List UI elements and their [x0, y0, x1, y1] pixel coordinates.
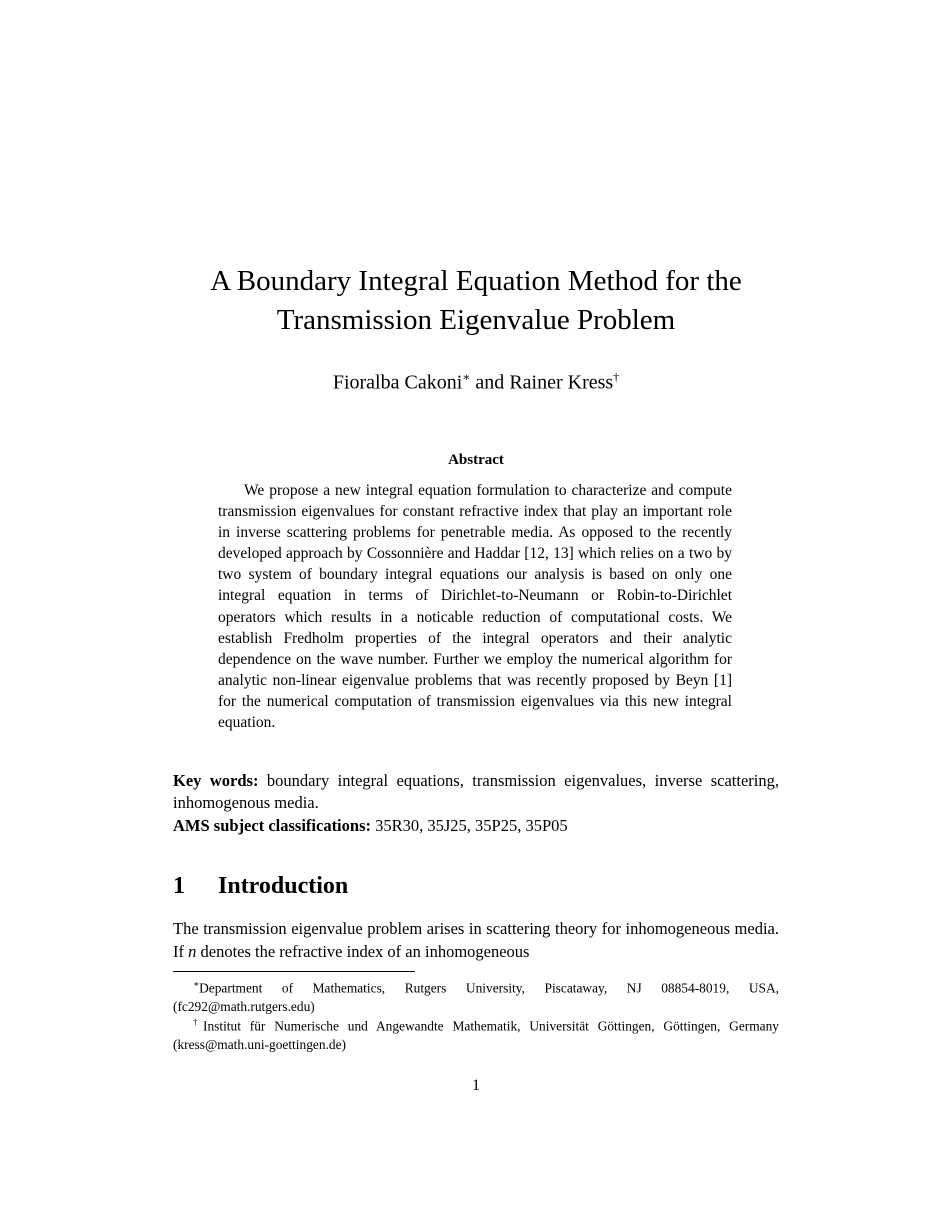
section-heading [173, 870, 779, 902]
intro-paragraph [173, 917, 779, 963]
footnote-1-text: Department of Mathematics, Rutgers University, Piscataway, NJ 08854-8019, USA, (fc292@math.rutgers.edu) [173, 980, 779, 1015]
footnote-1-mark: ∗ [193, 979, 200, 989]
footnote-2-mark: † [193, 1017, 203, 1027]
intro-text-1: The transmission eigenvalue problem arises in scattering theory for inhomogeneous media. If [173, 919, 779, 961]
footnote-rule [173, 971, 415, 972]
intro-text-2: denotes the refractive index of an inhomogeneous [196, 942, 530, 961]
author-2-mark: † [613, 370, 620, 384]
author-connector: and [470, 371, 510, 394]
paper-title [140, 262, 812, 340]
title-line-2: Transmission Eigenvalue Problem [276, 304, 676, 336]
author-1: Fioralba Cakoni [332, 371, 463, 394]
keywords-label: Key words: [173, 771, 259, 790]
abstract-heading: Abstract [448, 452, 504, 468]
keywords-text: boundary integral equations, transmission eigenvalues, inverse scattering, inhomogenous media. [173, 771, 779, 812]
author-2: Rainer Kress [509, 371, 614, 394]
ams-text: 35R30, 35J25, 35P25, 35P05 [370, 816, 568, 835]
section-title: Introduction [218, 873, 349, 899]
title-line-1: A Boundary Integral Equation Method for the [210, 265, 742, 297]
section-number: 1 [173, 873, 185, 899]
ams-classifications [173, 815, 779, 837]
footnote-2 [173, 1013, 779, 1054]
page-number: 1 [472, 1077, 480, 1094]
author-1-mark: ∗ [462, 370, 471, 384]
footnote-2-text: Institut für Numerische und Angewandte Mathematik, Universität Göttingen, Göttingen, Germany (kress@math.uni-goettingen.de) [173, 1018, 779, 1053]
author-list [140, 364, 812, 396]
ams-label: AMS subject classifications: [173, 816, 371, 835]
abstract-body: We propose a new integral equation formulation to characterize and compute transmission eigenvalues for constant refractive index that play an important role in inverse scattering problems for penetrable media. As opposed to the recently developed approach by Cossonnière and Haddar [12, 13] which relies on a two by two system of boundary integral equations our analysis is based on only one integral equation in terms of Dirichlet-to-Neumann or Robin-to-Dirichlet operators which results in a noticable reduction of computational costs. We establish Fredholm properties of the integral operators and their analytic dependence on the wave number. Further we employ the numerical algorithm for analytic non-linear eigenvalue problems that was recently proposed by Beyn [1] for the numerical computation of transmission eigenvalues via this new integral equation. [218, 482, 732, 732]
footnote-1 [173, 975, 779, 1016]
keywords [173, 770, 779, 814]
intro-variable: n [188, 942, 197, 961]
